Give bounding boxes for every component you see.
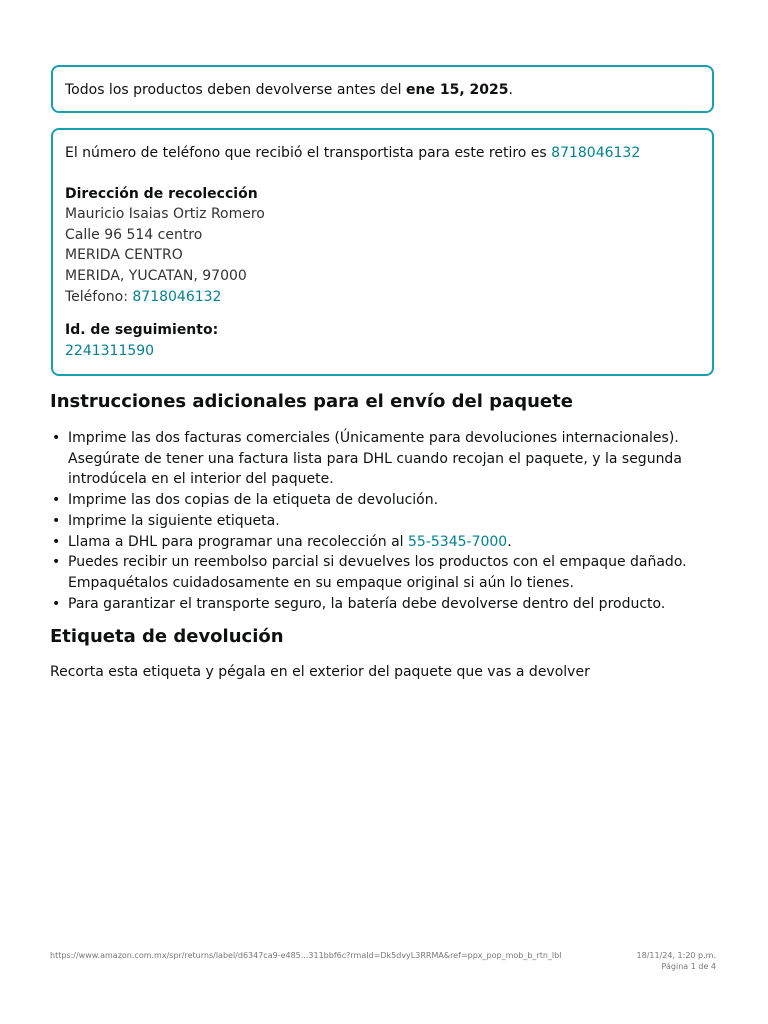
address-street: Calle 96 514 centro (65, 226, 203, 243)
list-item: • Imprime la siguiente etiqueta. (50, 511, 720, 532)
footer-url: https://www.amazon.com.mx/spr/returns/label/d6347ca9-e485...311bbf6c?rmaId=Dk5dvyL3RRMA&ref=ppx_pop_mob_b_rtn_lbl (50, 951, 562, 960)
address-neighborhood: MERIDA CENTRO (65, 247, 183, 264)
address-phone-label: Teléfono: (65, 288, 133, 305)
tracking-heading: Id. de seguimiento: (65, 322, 219, 339)
address-phone-link[interactable]: 8718046132 (132, 288, 222, 305)
instructions-list (50, 428, 720, 614)
address-phone (65, 287, 712, 308)
carrier-phone-link[interactable]: 8718046132 (551, 145, 641, 161)
instructions-heading: Instrucciones adicionales para el envío del paquete (50, 391, 573, 412)
list-item-dhl (50, 532, 720, 553)
footer-timestamp: 18/11/24, 1:20 p.m. (636, 951, 716, 960)
carrier-phone-notice (65, 143, 712, 164)
list-item: • Para garantizar el transporte seguro, la batería debe devolverse dentro del producto. (50, 594, 720, 615)
dhl-phone-link[interactable]: 55-5345-7000 (408, 533, 508, 550)
footer-page-number: Página 1 de 4 (661, 962, 716, 971)
return-label-heading: Etiqueta de devolución (50, 626, 284, 647)
address-name: Mauricio Isaias Ortiz Romero (65, 206, 265, 223)
footer-meta (637, 950, 716, 972)
dhl-text: Llama a DHL para programar una recolección al (68, 533, 409, 550)
dhl-suffix: . (507, 533, 512, 550)
return-deadline-notice (51, 65, 714, 113)
deadline-date: ene 15, 2025 (406, 82, 509, 98)
return-label-instruction: Recorta esta etiqueta y pégala en el exterior del paquete que vas a devolver (50, 664, 590, 680)
tracking-id-link[interactable]: 2241311590 (65, 342, 155, 359)
list-item: • Imprime las dos facturas comerciales (Únicamente para devoluciones internacionales). Asegúrate de tener una factura lista para DHL cuando recojan el paquete, y la segunda introdúcela en el interior del paquete. (50, 428, 720, 490)
carrier-phone-text: El número de teléfono que recibió el transportista para este retiro es (65, 145, 552, 161)
pickup-details-card (51, 128, 714, 376)
pickup-address-heading: Dirección de recolección (65, 185, 258, 202)
deadline-suffix: . (508, 82, 513, 98)
address-city: MERIDA, YUCATAN, 97000 (65, 267, 247, 284)
list-item: • Puedes recibir un reembolso parcial si devuelves los productos con el empaque dañado. Empaquétalos cuidadosamente en su empaque original si aún lo tienes. (50, 552, 720, 593)
deadline-prefix: Todos los productos deben devolverse antes del (65, 82, 407, 98)
list-item: • Imprime las dos copias de la etiqueta de devolución. (50, 490, 720, 511)
